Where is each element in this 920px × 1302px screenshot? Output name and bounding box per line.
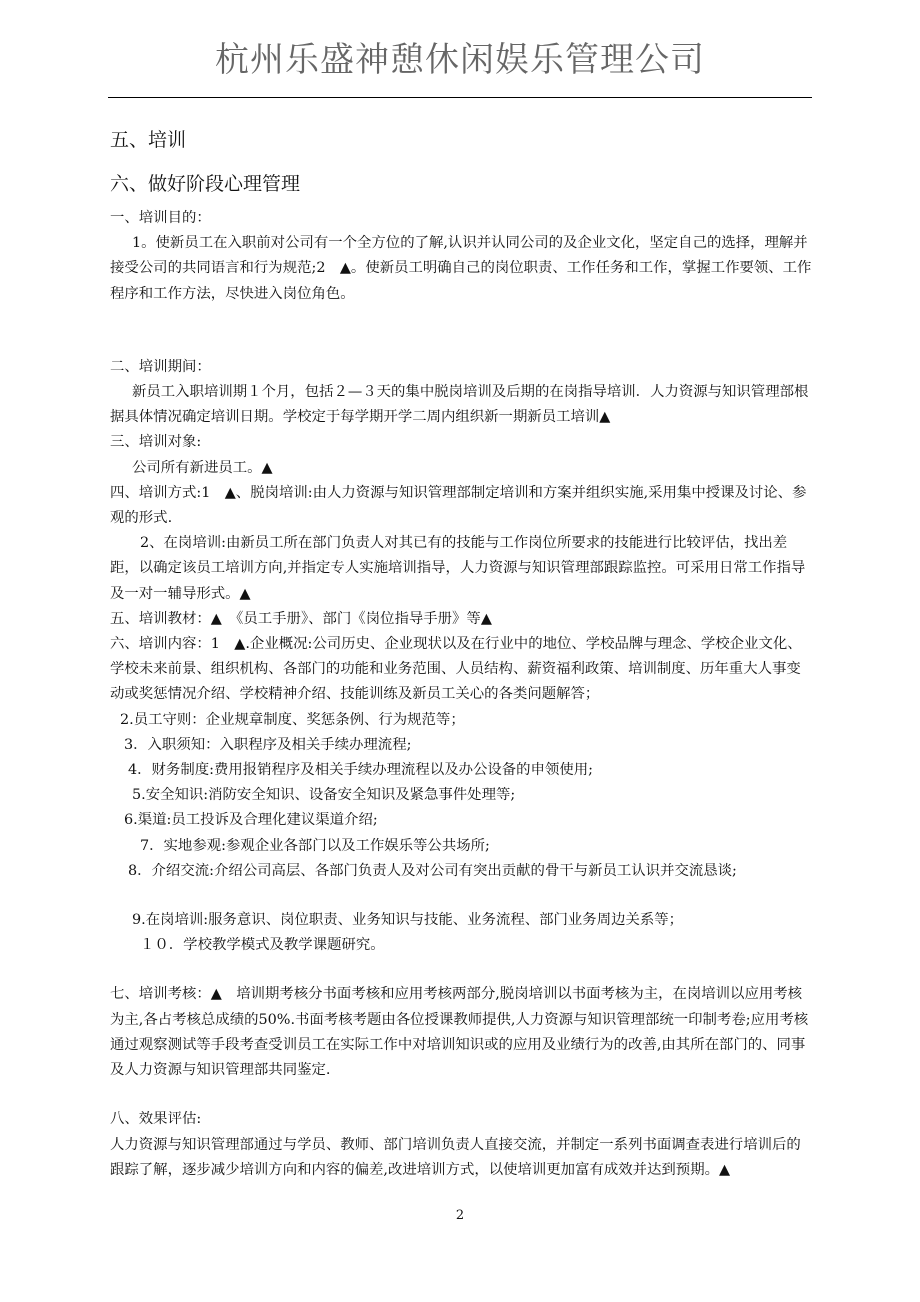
page-number: 2	[455, 1208, 465, 1223]
content-item: 8．介绍交流:介绍公司高层、各部门负责人及对公司有突出贡献的骨干与新员工认识并交流恳谈;	[128, 862, 737, 879]
content-intro: 六、培训内容：1 ▲.企业概况:公司历史、企业现状以及在行业中的地位、学校品牌与理念、学校企业文化、学校未来前景、组织机构、各部门的功能和业务范围、人员结构、薪资福利政策、培训制度、历年重大人事变动或奖惩情况介绍、学校精神介绍、技能训练及新员工关心的各类问题解答；	[110, 636, 802, 703]
content-item: 7．实地参观:参观企业各部门以及工作娱乐等公共场所;	[140, 837, 490, 854]
period-body: 新员工入职培训期１个月，包括２—３天的集中脱岗培训及后期的在岗指导培训．人力资源与知识管理部根据具体情况确定培训日期。学校定于每学期开学二周内组织新一期新员工培训▲	[110, 384, 809, 426]
document-body	[110, 118, 815, 1183]
content-item: 9.在岗培训:服务意识、岗位职责、业务知识与技能、业务流程、部门业务周边关系等；	[132, 912, 684, 929]
method-paragraph-2: 2、在岗培训:由新员工所在部门负责人对其已有的技能与工作岗位所要求的技能进行比较评估，找出差距，以确定该员工培训方向,并指定专人实施培训指导，人力资源与知识管理部跟踪监控。可采用日常工作指导及一对一辅导形式。▲	[110, 535, 806, 602]
content-item: １０．学校教学模式及教学课题研究。	[140, 937, 385, 954]
period-heading: 二、培训期间：	[110, 358, 211, 375]
content-item: 5.安全知识:消防安全知识、设备安全知识及紧急事件处理等;	[132, 787, 516, 804]
target-heading: 三、培训对象:	[110, 434, 202, 451]
purpose-heading: 一、培训目的：	[110, 210, 211, 226]
assessment-paragraph: 七、培训考核：▲ 培训期考核分书面考核和应用考核两部分,脱岗培训以书面考核为主，在岗培训以应用考核为主,各占考核总成绩的50%.书面考核考题由各位授课教师提供,人力资源与知识管理部统一印制考卷;应用考核通过观察测试等手段考查受训员工在实际工作中对培训知识或的应用及业绩行为的改善,由其所在部门的、同事及人力资源与知识管理部共同鉴定.	[110, 986, 809, 1079]
evaluation-body: 人力资源与知识管理部通过与学员、教师、部门培训负责人直接交流，并制定一系列书面调查表进行培训后的跟踪了解，逐步减少培训方向和内容的偏差,改进培训方式，以使培训更加富有成效并达到预期。▲	[110, 1136, 801, 1178]
target-body: 公司所有新进员工。▲	[132, 459, 273, 476]
materials-line: 五、培训教材：▲ 《员工手册》、部门《岗位指导手册》等▲	[110, 610, 492, 627]
header-divider	[108, 97, 812, 98]
document-header-title: 杭州乐盛神憩休闲娱乐管理公司	[215, 40, 705, 80]
content-item: 2.员工守则：企业规章制度、奖惩条例、行为规范等；	[120, 711, 465, 728]
section-heading-psychology: 六、做好阶段心理管理	[110, 173, 301, 195]
section-heading-training: 五、培训	[110, 129, 187, 151]
content-item: 3．入职须知：入职程序及相关手续办理流程;	[124, 736, 412, 753]
content-item: 6.渠道:员工投诉及合理化建议渠道介绍;	[124, 812, 378, 829]
content-item: 4．财务制度:费用报销程序及相关手续办理流程以及办公设备的申领使用;	[128, 762, 593, 779]
purpose-body: 1。使新员工在入职前对公司有一个全方位的了解,认识并认同公司的及企业文化，坚定自己的选择，理解并接受公司的共同语言和行为规范;2 ▲。使新员工明确自己的岗位职责、工作任务和工作，掌握工作要领、工作程序和工作方法，尽快进入岗位角色。	[110, 235, 812, 302]
method-paragraph-1: 四、培训方式:1 ▲、脱岗培训:由人力资源与知识管理部制定培训和方案并组织实施,采用集中授课及讨论、参观的形式.	[110, 484, 807, 527]
evaluation-heading: 八、效果评估:	[110, 1111, 202, 1128]
